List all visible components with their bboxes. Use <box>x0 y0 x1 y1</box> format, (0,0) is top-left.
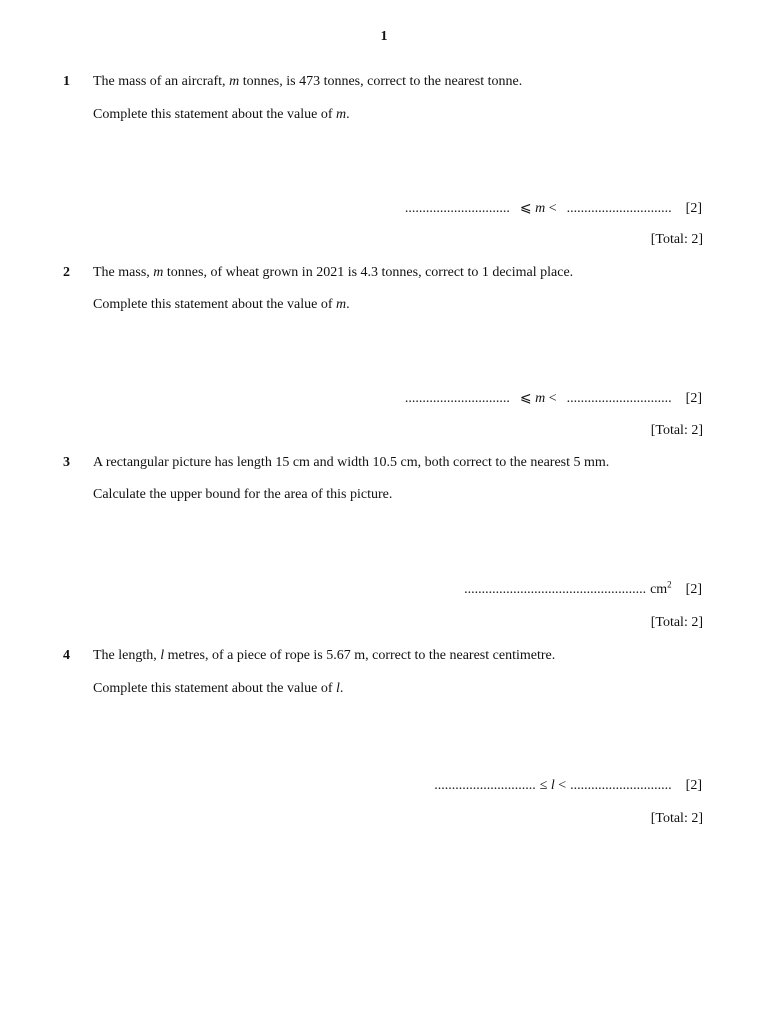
question-stem <box>93 265 573 281</box>
relation-symbol: ⩽ <box>519 391 532 406</box>
inequality <box>520 390 557 407</box>
inequality <box>520 200 557 217</box>
stem-text: tonnes, of wheat grown in 2021 is 4.3 tonnes, correct to 1 decimal place. <box>163 265 574 280</box>
variable: l <box>160 648 165 663</box>
unit-exponent: 2 <box>667 579 672 590</box>
question-instruction <box>93 681 343 697</box>
relation-symbol: ⩽ <box>519 201 532 216</box>
unit-text: cm <box>650 582 668 597</box>
stem-text: metres, of a piece of rope is 5.67 m, correct to the nearest centimetre. <box>164 648 556 663</box>
total-marks: [Total: 2] <box>650 232 703 247</box>
stem-text: tonnes, is 473 tonnes, correct to the nearest tonne. <box>239 74 523 89</box>
question-number: 4 <box>63 648 70 663</box>
question-instruction: Calculate the upper bound for the area of this picture. <box>93 487 393 502</box>
answer-line <box>464 579 702 598</box>
instruction-text: Complete this statement about the value of <box>93 297 336 312</box>
answer-blank-upper[interactable]: .............................. <box>566 391 672 406</box>
answer-line <box>405 390 702 407</box>
question-instruction <box>93 297 350 313</box>
stem-text: The length, <box>93 648 161 663</box>
stem-text: The mass, <box>93 265 154 280</box>
marks-label: [2] <box>685 391 702 406</box>
variable: m <box>153 265 164 280</box>
question-instruction <box>93 107 350 123</box>
stem-text: The mass of an aircraft, <box>93 74 230 89</box>
answer-line <box>434 778 702 794</box>
instruction-text: . <box>346 107 350 122</box>
answer-blank-lower[interactable]: .............................. <box>404 391 510 406</box>
marks-label: [2] <box>685 201 702 216</box>
answer-blank-upper[interactable]: ............................. <box>570 778 672 793</box>
answer-blank[interactable]: .................................................... <box>464 582 647 597</box>
answer-blank-lower[interactable]: ............................. <box>434 778 536 793</box>
relation-symbol: < <box>548 201 557 216</box>
variable: l <box>550 778 555 793</box>
question-stem <box>93 648 555 664</box>
relation-symbol: < <box>548 391 557 406</box>
total-marks: [Total: 2] <box>650 615 703 630</box>
variable: m <box>535 201 546 216</box>
variable: l <box>336 681 340 696</box>
total-marks: [Total: 2] <box>650 811 703 826</box>
marks-label: [2] <box>685 778 702 793</box>
question-number: 1 <box>63 74 70 89</box>
question-stem: A rectangular picture has length 15 cm and width 10.5 cm, both correct to the nearest 5 mm. <box>93 455 610 470</box>
inequality <box>540 778 566 794</box>
question-number: 3 <box>63 455 70 470</box>
variable: m <box>336 107 347 122</box>
instruction-text: . <box>339 681 344 696</box>
variable: m <box>229 74 240 89</box>
page-number: 1 <box>380 29 388 44</box>
question-stem <box>93 74 522 90</box>
relation-symbol: ≤ <box>539 778 548 793</box>
answer-line <box>405 200 702 217</box>
instruction-text: . <box>346 297 350 312</box>
question-number: 2 <box>63 265 70 280</box>
marks-label: [2] <box>685 582 702 597</box>
variable: m <box>336 297 347 312</box>
instruction-text: Complete this statement about the value of <box>93 107 336 122</box>
answer-blank-upper[interactable]: .............................. <box>566 201 672 216</box>
total-marks: [Total: 2] <box>650 423 703 438</box>
answer-blank-lower[interactable]: .............................. <box>404 201 510 216</box>
unit-label <box>650 579 672 598</box>
relation-symbol: < <box>558 778 567 793</box>
instruction-text: Complete this statement about the value of <box>93 681 336 696</box>
variable: m <box>535 391 546 406</box>
